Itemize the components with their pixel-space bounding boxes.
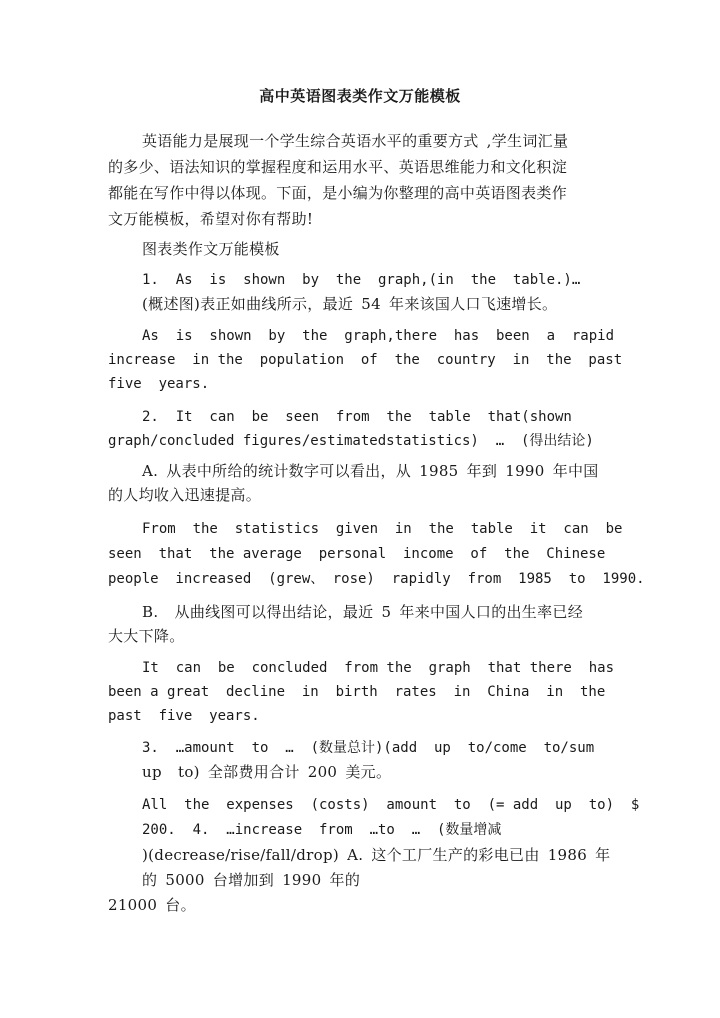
item2-line-2: graph/concluded figures/estimatedstatistics) … (得出结论)	[108, 433, 594, 449]
item2b-line-2: 大大下降。	[108, 627, 185, 645]
template-item-3	[108, 736, 618, 784]
template-item-2	[108, 405, 618, 453]
item2b-english-example	[108, 656, 618, 728]
item2a-line-2: 的人均收入迅速提高。	[108, 486, 262, 504]
item3-line-1: 3. …amount to … (数量总计)(add up to/come to/sum	[142, 740, 595, 756]
item2a-chinese	[108, 459, 618, 507]
item1-en-line-2: increase in the population of the country in the past	[108, 352, 623, 368]
item3-english-example	[108, 793, 640, 918]
intro-line-2: 的多少、语法知识的掌握程度和运用水平、英语思维能力和文化积淀	[108, 158, 568, 176]
intro-line-1: 英语能力是展现一个学生综合英语水平的重要方式 ,学生词汇量	[142, 132, 569, 150]
item2a-english-example	[108, 517, 645, 592]
intro-line-4: 文万能模板，希望对你有帮助!	[108, 210, 314, 228]
item3-en-line-4: 的 5000 台增加到 1990 年的	[142, 871, 361, 889]
item2b-en-line-2: been a great decline in birth rates in China in the	[108, 684, 606, 700]
item2b-line-1: B. 从曲线图可以得出结论，最近 5 年来中国人口的出生率已经	[142, 603, 584, 621]
item2a-en-line-1: From the statistics given in the table it can be	[142, 521, 623, 537]
item2a-line-1: A. 从表中所给的统计数字可以看出，从 1985 年到 1990 年中国	[142, 462, 599, 480]
item3-en-line-5: 21000 台。	[108, 896, 196, 914]
item1-line-1: 1. As is shown by the graph,(in the table.)…	[142, 272, 581, 288]
intro-paragraph	[108, 128, 618, 232]
item1-line-2: (概述图)表正如曲线所示，最近 54 年来该国人口飞速增长。	[142, 295, 558, 313]
item3-en-line-3: )(decrease/rise/fall/drop) A. 这个工厂生产的彩电已由 1986 年	[142, 846, 611, 864]
item3-en-line-2: 200. 4. …increase from …to … (数量增减	[142, 822, 502, 838]
item1-en-line-3: five years.	[108, 376, 210, 392]
item2b-en-line-1: It can be concluded from the graph that there has	[142, 660, 615, 676]
item2-line-1: 2. It can be seen from the table that(shown	[142, 409, 572, 425]
item2b-en-line-3: past five years.	[108, 708, 260, 724]
section-subheading	[108, 237, 618, 261]
item2a-en-line-2: seen that the average personal income of the Chinese	[108, 546, 606, 562]
item1-english-example	[108, 324, 623, 396]
subheading-text: 图表类作文万能模板	[142, 240, 280, 258]
item3-en-line-1: All the expenses (costs) amount to (= add up to) $	[142, 797, 640, 813]
item1-en-line-1: As is shown by the graph,there has been a rapid	[142, 328, 615, 344]
item2b-chinese	[108, 600, 618, 648]
item2a-en-line-3: people increased (grew、 rose) rapidly from 1985 to 1990.	[108, 571, 645, 587]
intro-line-3: 都能在写作中得以体现。下面，是小编为你整理的高中英语图表类作	[108, 184, 568, 202]
template-item-1	[108, 268, 618, 316]
page-title: 高中英语图表类作文万能模板	[259, 87, 461, 105]
item3-line-2: up to) 全部费用合计 200 美元。	[142, 763, 392, 781]
